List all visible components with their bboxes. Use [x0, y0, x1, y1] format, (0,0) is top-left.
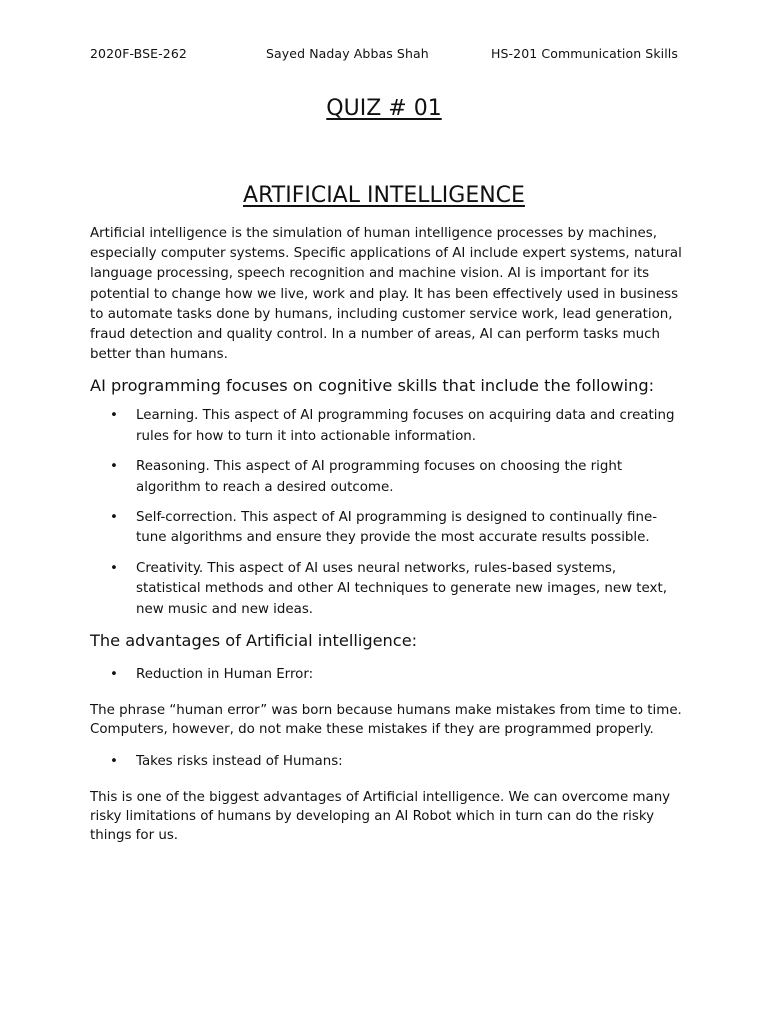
skill-item-creativity: • Creativity. This aspect of AI uses neural networks, rules-based systems, statistical methods and other AI techniques to generate new images, new text, new music and new ideas.	[90, 559, 682, 620]
advantage-text-human-error: The phrase “human error” was born because humans make mistakes from time to time. Computers, however, do not make these mistakes if they are programmed properly.	[90, 703, 682, 737]
advantage-title-takes-risks: • Takes risks instead of Humans:	[90, 752, 682, 772]
skill-item-reasoning: • Reasoning. This aspect of AI programming focuses on choosing the right algorithm to reach a desired outcome.	[90, 457, 682, 497]
document-body	[90, 224, 682, 845]
page-header	[90, 46, 678, 64]
quiz-title: QUIZ # 01	[326, 96, 442, 121]
intro-paragraph: Artificial intelligence is the simulation of human intelligence processes by machines, especially computer systems. Specific applications of AI include expert systems, natural language processing, speech recognition and machine vision. AI is important for its potential to change how we live, work and play. It has been effectively used in business to automate tasks done by humans, including customer service work, lead generation, fraud detection and quality control. In a number of areas, AI can perform tasks much better than humans.	[90, 226, 682, 363]
course-name: HS-201 Communication Skills	[491, 46, 678, 61]
student-id: 2020F-BSE-262	[90, 46, 187, 61]
student-name: Sayed Naday Abbas Shah	[266, 46, 429, 61]
skills-heading: AI programming focuses on cognitive skills that include the following:	[90, 376, 655, 396]
document-title: ARTIFICIAL INTELLIGENCE	[243, 183, 525, 208]
skill-item-self-correction: • Self-correction. This aspect of AI programming is designed to continually fine-tune algorithms and ensure they provide the most accurate results possible.	[90, 508, 682, 548]
advantages-heading: The advantages of Artificial intelligence:	[90, 631, 418, 651]
advantage-title-human-error: • Reduction in Human Error:	[90, 665, 682, 685]
skills-list	[90, 406, 682, 619]
skill-item-learning: • Learning. This aspect of AI programming focuses on acquiring data and creating rules for how to turn it into actionable information.	[90, 406, 682, 446]
advantage-text-takes-risks: This is one of the biggest advantages of Artificial intelligence. We can overcome many risky limitations of humans by developing an AI Robot which in turn can do the risky things for us.	[90, 790, 671, 843]
